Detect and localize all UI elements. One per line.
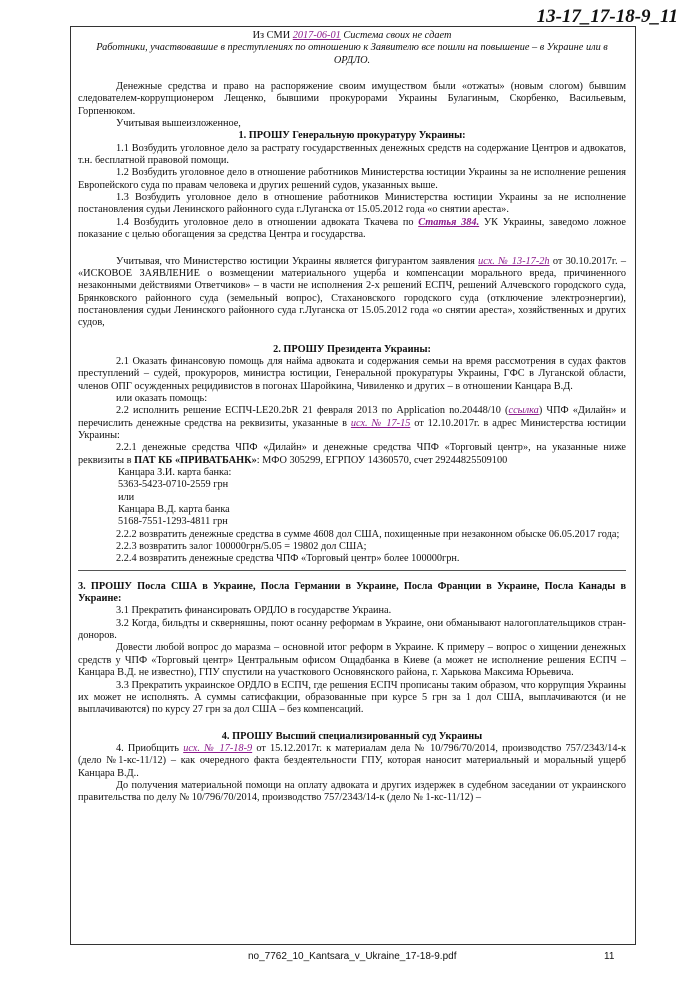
s1-p5-text-a: Учитывая, что Министерство юстиции Украины является фигурантом заявления xyxy=(116,255,479,267)
document-id: 13-17_17-18-9_11 xyxy=(536,6,678,27)
section-4-item-1 xyxy=(78,743,626,780)
section-2-item-1: 2.1 Оказать финансовую помощь для найма адвоката и содержания семьи на время рассмотрения в судах фактов преступлений – судей, прокуроров, министра юстиции, Генеральной прокуратуры Украины, ГФС в Луганской области, членов ОПГ осужденных рецидивистов в погонах Шаройкина, Чивиленко и других – в отношении Канцара В.Д. xyxy=(78,355,626,392)
page-number: 11 xyxy=(604,951,615,962)
header-date-link[interactable]: 2017-06-01 xyxy=(292,30,341,41)
intro-considering: Учитывая вышеизложенное, xyxy=(116,118,241,130)
section-3-item-3: 3.3 Прекратить украинское ОРДЛО в ЕСПЧ, где решения ЕСПЧ прописаны таким образом, что коррупция Украины их может не исполнять. А суммы сатисфакции, образованные при курсе 5 грн за 1 дол США, выплачиваются (и не выплачиваются) по курсу 27 грн за дол США – без компенсаций. xyxy=(78,679,626,716)
card-2-number: 5168-7551-1293-4811 грн xyxy=(118,516,228,528)
section-4-paragraph: До получения материальной помощи на оплату адвоката и других издержек в судебном заседании от украинского правительства по делу № 10/796/70/2014, производство 757/2343/14-к (дело № 1-кс-11/12) – xyxy=(78,779,626,804)
s2-p21-text-b: : МФО 305299, ЕГРПОУ 14360570, счет 29244825509100 xyxy=(256,454,508,466)
s2-p2-text-b: ) ЧПФ «Дилайн» и перечислить денежные средства на реквизиты, указанные в xyxy=(78,405,626,429)
s1-p4-text-a: 1.4 Возбудить уголовное дело в отношении адвоката Ткачева по xyxy=(116,216,419,228)
article-384-link[interactable]: Статья 384. xyxy=(418,216,480,228)
section-4-heading: 4. ПРОШУ Высший специализированный суд Украины xyxy=(221,730,483,742)
card-1-number: 5363-5423-0710-2559 грн xyxy=(118,479,229,491)
bank-name: ПАТ КБ «ПРИВАТБАНК» xyxy=(134,454,257,466)
s2-p2-text-c: от 12.10.2017г. в адрес Министерства юстиции Украины: xyxy=(78,417,626,441)
section-1-item-4 xyxy=(78,217,626,242)
card-or: или xyxy=(118,491,135,503)
header-prefix: Из СМИ xyxy=(252,30,293,41)
section-2-item-2 xyxy=(78,405,626,442)
section-2-item-2-4: 2.2.4 возвратить денежные средства ЧПФ «Торговый центр» более 100000грн. xyxy=(116,553,460,565)
card-1-label: Канцара З.И. карта банка: xyxy=(118,467,232,478)
section-1-heading: 1. ПРОШУ Генеральную прокуратуру Украины: xyxy=(238,130,466,142)
section-3-item-1: 3.1 Прекратить финансировать ОРДЛО в государстве Украина. xyxy=(116,605,392,617)
ref-17-15-link[interactable]: исх. № 17-15 xyxy=(350,417,411,429)
header-subtitle: Работники, участвовавшие в преступлениях по отношению к Заявителю все пошли на повышение – в Украине или в ОРДЛО. xyxy=(96,42,608,66)
card-2-label: Канцара В.Д. карта банка xyxy=(118,504,230,516)
section-3-heading: 3. ПРОШУ Посла США в Украине, Посла Германии в Украине, Посла Франции в Украине, Посла Канады в Украине: xyxy=(78,580,626,605)
s2-p21-text-a: 2.2.1 денежные средства ЧПФ «Дилайн» и денежные средства ЧПФ «Торговый центр», на указанные ниже реквизиты в xyxy=(78,442,626,466)
header-line xyxy=(78,30,626,42)
s4-p1-text-b: от 15.12.2017г. к материалам дела № 10/796/70/2014, производство 757/2343/14-к (дело №1-кс-11/12) – как очередного факта бездеятельности ГПУ, которая наносит материальный и моральный ущерб Канцара В.Д.. xyxy=(78,742,626,779)
section-1-item-2: 1.2 Возбудить уголовное дело в отношение работников Министерства юстиции Украины за не исполнение решения Европейского суда по правам человека и других решений судов, указанных выше. xyxy=(78,167,626,191)
intro-paragraph: Денежные средства и право на распоряжение своим имуществом были «отжаты» (новым слогом) бывшим следователем-коррупционером Лещенко, бывшими прокурорами Украины Булагиным, Скорбенко, Васильевым, Горпенюком. xyxy=(78,81,626,117)
section-1-considering xyxy=(78,256,626,330)
header-title: Система своих не сдает xyxy=(340,30,452,41)
section-2-item-2-1 xyxy=(78,442,626,467)
document-body xyxy=(78,30,626,805)
section-3-item-2: 3.2 Когда, бильдты и скверняшны, поют осанну реформам в Украине, они обманывают налогоплательщиков стран-доноров. xyxy=(78,617,626,642)
section-2-or-line: или оказать помощь: xyxy=(116,392,208,404)
ref-13-17-2h-link[interactable]: исх. № 13-17-2h xyxy=(478,255,550,267)
divider xyxy=(78,570,626,571)
section-2-item-2-2: 2.2.2 возвратить денежные средства в сумме 4608 дол США, похищенные при незаконном обыске 06.05.2017 года; xyxy=(116,528,620,540)
section-2-heading: 2. ПРОШУ Президента Украины: xyxy=(273,343,431,355)
s2-p2-text-a: 2.2 исполнить решение ЕСПЧ-LE20.2bR 21 февраля 2013 по Application no.20448/10 ( xyxy=(116,405,509,417)
s4-p1-text-a: 4. Приобщить xyxy=(116,742,184,754)
footer-filename: no_7762_10_Kantsara_v_Ukraine_17-18-9.pdf xyxy=(248,951,457,962)
section-1-item-1: 1.1 Возбудить уголовное дело за растрату государственных денежных средств на содержание Центров и адвокатов, т.н. бесплатной правовой помощи. xyxy=(78,142,626,167)
ref-17-18-9-link[interactable]: исх. № 17-18-9 xyxy=(183,742,253,754)
section-1-item-3: 1.3 Возбудить уголовное дело в отношение работников Министерства юстиции Украины за не исполнение постановления судьи Ленинского районного суда г.Луганска от 15.05.2012 года «о снятии ареста». xyxy=(78,192,626,216)
s1-p5-text-b: от 30.10.2017г. – «ИСКОВОЕ ЗАЯВЛЕНИЕ о возмещении материального ущерба и компенсации морального вреда, причиненного незаконными действиями Ответчиков» – в части не исполнения 2-х решений ЕСПЧ, решений Алчевского городского суда, Брянковского районного суда (земельный вопрос), Стахановского городского суда (отключение электроэнергии), постановления судьи Ленинского районного суда г.Луганска от 15.05.2012 года «о снятии ареста», хозяйственных и других судов, xyxy=(78,255,626,329)
section-3-paragraph: Довести любой вопрос до маразма – основной итог реформ в Украине. К примеру – вопрос о хищении денежных средств у ЧПФ «Торговый центр» Центральным офисом Ощадбанка в Киеве (а может не исполнение решения ЕСПЧ – Канцара В.Д. не известно), ГПУ спустили на участкового Основянского района, г. Харькова Максима Юрьевича. xyxy=(78,642,626,679)
section-2-item-2-3: 2.2.3 возвратить залог 100000грн/5.05 = 19802 дол США; xyxy=(116,541,367,553)
echr-link[interactable]: ссылка xyxy=(508,405,539,417)
s1-p4-text-b: УК Украины, заведомо ложное показание с целью обогащения за средства Центра и государства. xyxy=(78,216,626,241)
